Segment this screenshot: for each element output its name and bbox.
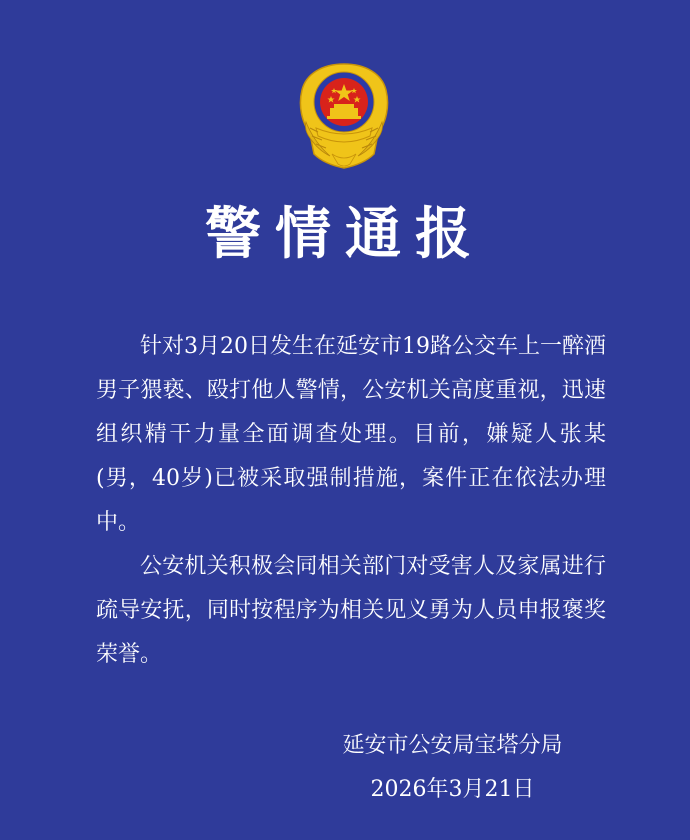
notice-body [96,325,606,677]
notice-title: 警情通报 [205,202,485,267]
notice-paragraph-1: 针对3月20日发生在延安市19路公交车上一醉酒男子猥亵、殴打他人警情，公安机关高度重视，迅速组织精干力量全面调查处理。目前，嫌疑人张某(男，40岁)已被采取强制措施，案件正在依法办理中。 [96,334,606,535]
issue-date: 2026年3月21日 [370,777,535,802]
police-emblem-icon [294,62,394,170]
notice-paragraph-2: 公安机关积极会同相关部门对受害人及家属进行疏导安抚，同时按程序为相关见义勇为人员申报褒奖荣誉。 [96,554,606,667]
issuer-name: 延安市公安局宝塔分局 [342,733,563,758]
notice-signature [300,724,605,812]
